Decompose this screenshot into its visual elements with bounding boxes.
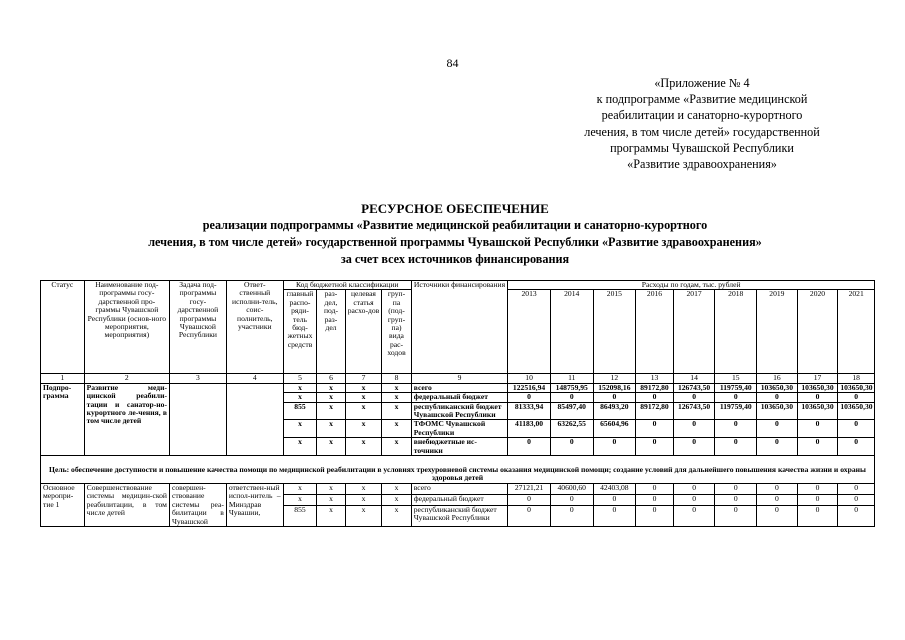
code-cell: x bbox=[283, 393, 317, 402]
code-cell: x bbox=[283, 383, 317, 392]
value-cell: 0 bbox=[593, 438, 636, 456]
code-cell: x bbox=[345, 393, 382, 402]
header-budget-code: Код бюджетной классификации bbox=[283, 281, 411, 290]
value-cell: 0 bbox=[673, 483, 715, 494]
header-task: Задача под-программы госу-дарственной программы Чувашской Республики bbox=[169, 281, 226, 374]
value-cell: 103650,30 bbox=[797, 383, 838, 392]
value-cell: 0 bbox=[550, 494, 593, 505]
code-cell: x bbox=[382, 393, 412, 402]
table-row bbox=[41, 383, 875, 392]
code-cell: x bbox=[345, 383, 382, 392]
column-number: 12 bbox=[593, 374, 636, 383]
value-cell: 0 bbox=[636, 505, 674, 526]
appendix-line: реабилитации и санаторно-курортного bbox=[601, 108, 803, 123]
appendix-line: лечения, в том числе детей» государственной bbox=[584, 124, 820, 139]
value-cell: 0 bbox=[550, 505, 593, 526]
column-number: 13 bbox=[636, 374, 674, 383]
value-cell: 42403,08 bbox=[593, 483, 636, 494]
value-cell: 119759,40 bbox=[715, 383, 757, 392]
column-number: 18 bbox=[838, 374, 875, 383]
code-cell: x bbox=[382, 383, 412, 392]
code-cell: x bbox=[382, 402, 412, 420]
value-cell: 0 bbox=[593, 393, 636, 402]
goal-text: Цель: обеспечение доступности и повышение качества помощи по медицинской реабилитации в условиях трехуровневой системы оказания медицинской помощи; создание условий для дальнейшего повышения качества жизни и охраны здоровья детей bbox=[41, 456, 875, 484]
value-cell: 0 bbox=[757, 438, 798, 456]
header-year: 2021 bbox=[838, 290, 875, 374]
code-cell: 855 bbox=[283, 505, 317, 526]
value-cell: 0 bbox=[550, 393, 593, 402]
column-number: 6 bbox=[317, 374, 345, 383]
code-cell: x bbox=[317, 402, 345, 420]
header-year: 2017 bbox=[673, 290, 715, 374]
column-number: 3 bbox=[169, 374, 226, 383]
value-cell: 81333,94 bbox=[508, 402, 551, 420]
value-cell: 0 bbox=[508, 505, 551, 526]
value-cell: 0 bbox=[673, 420, 715, 438]
code-cell: x bbox=[283, 438, 317, 456]
value-cell: 0 bbox=[715, 420, 757, 438]
value-cell: 126743,50 bbox=[673, 402, 715, 420]
header-expenses: Расходы по годам, тыс. рублей bbox=[508, 281, 875, 290]
value-cell: 0 bbox=[715, 505, 757, 526]
value-cell: 0 bbox=[673, 438, 715, 456]
value-cell: 27121,21 bbox=[508, 483, 551, 494]
value-cell: 0 bbox=[757, 420, 798, 438]
column-number: 9 bbox=[411, 374, 507, 383]
header-code-section: раз-дел, под-раз-дел bbox=[317, 290, 345, 374]
source-cell: всего bbox=[411, 483, 507, 494]
source-cell: республиканский бюджет Чувашской Республики bbox=[411, 505, 507, 526]
measure-name: Совершенствование системы медицин-ской реабилитации, в том числе детей bbox=[84, 483, 169, 526]
code-cell: x bbox=[345, 494, 382, 505]
appendix-note bbox=[552, 75, 852, 172]
code-cell: x bbox=[283, 483, 317, 494]
source-cell: федеральный бюджет bbox=[411, 494, 507, 505]
code-cell: x bbox=[382, 505, 412, 526]
value-cell: 89172,80 bbox=[636, 402, 674, 420]
value-cell: 103650,30 bbox=[797, 402, 838, 420]
code-cell: x bbox=[345, 402, 382, 420]
subprogram-responsible bbox=[226, 383, 283, 455]
subprogram-name: Развитие меди-цинской реабили-тации и санатор-но-курортного ле-чения, в том числе детей bbox=[84, 383, 169, 455]
source-cell: всего bbox=[411, 383, 507, 392]
value-cell: 0 bbox=[838, 393, 875, 402]
value-cell: 0 bbox=[838, 438, 875, 456]
code-cell: x bbox=[317, 494, 345, 505]
code-cell: x bbox=[317, 483, 345, 494]
value-cell: 0 bbox=[636, 420, 674, 438]
code-cell: x bbox=[345, 420, 382, 438]
value-cell: 0 bbox=[715, 494, 757, 505]
column-number: 8 bbox=[382, 374, 412, 383]
value-cell: 103650,30 bbox=[838, 383, 875, 392]
value-cell: 103650,30 bbox=[838, 402, 875, 420]
value-cell: 0 bbox=[636, 494, 674, 505]
code-cell: x bbox=[283, 420, 317, 438]
code-cell: x bbox=[345, 505, 382, 526]
source-cell: федеральный бюджет bbox=[411, 393, 507, 402]
measure-responsible: ответствен-ный испол-нитель – Минздрав Чувашии, bbox=[226, 483, 283, 526]
column-number: 4 bbox=[226, 374, 283, 383]
column-number: 5 bbox=[283, 374, 317, 383]
value-cell: 0 bbox=[838, 420, 875, 438]
value-cell: 0 bbox=[797, 420, 838, 438]
value-cell: 85497,40 bbox=[550, 402, 593, 420]
source-cell: внебюджетные ис-точники bbox=[411, 438, 507, 456]
header-code-manager: главный распо-ряди-тель бюд-жетных средств bbox=[283, 290, 317, 374]
code-cell: x bbox=[317, 438, 345, 456]
value-cell: 0 bbox=[715, 438, 757, 456]
subprogram-status: Подпро-грамма bbox=[41, 383, 85, 455]
code-cell: x bbox=[345, 483, 382, 494]
code-cell: x bbox=[317, 383, 345, 392]
value-cell: 126743,50 bbox=[673, 383, 715, 392]
value-cell: 0 bbox=[715, 483, 757, 494]
value-cell: 0 bbox=[715, 393, 757, 402]
header-year: 2015 bbox=[593, 290, 636, 374]
value-cell: 63262,55 bbox=[550, 420, 593, 438]
page-number: 84 bbox=[446, 56, 459, 70]
value-cell: 0 bbox=[838, 494, 875, 505]
column-number: 2 bbox=[84, 374, 169, 383]
document-heading bbox=[60, 200, 850, 268]
value-cell: 0 bbox=[636, 393, 674, 402]
value-cell: 0 bbox=[508, 494, 551, 505]
header-year: 2014 bbox=[550, 290, 593, 374]
header-year: 2013 bbox=[508, 290, 551, 374]
code-cell: 855 bbox=[283, 402, 317, 420]
header-code-group: груп-па (под-груп-па) вида рас-ходов bbox=[382, 290, 412, 374]
goal-row bbox=[41, 456, 875, 484]
header-year: 2018 bbox=[715, 290, 757, 374]
value-cell: 152098,16 bbox=[593, 383, 636, 392]
value-cell: 122516,94 bbox=[508, 383, 551, 392]
header-year: 2016 bbox=[636, 290, 674, 374]
measure-status: Основное меропри-тие 1 bbox=[41, 483, 85, 526]
appendix-line: «Развитие здравоохранения» bbox=[627, 157, 777, 172]
resource-table bbox=[40, 280, 875, 527]
value-cell: 0 bbox=[838, 483, 875, 494]
value-cell: 119759,40 bbox=[715, 402, 757, 420]
value-cell: 0 bbox=[797, 494, 838, 505]
value-cell: 0 bbox=[636, 483, 674, 494]
appendix-line: к подпрограмме «Развитие медицинской bbox=[596, 92, 808, 107]
value-cell: 0 bbox=[797, 505, 838, 526]
value-cell: 148759,95 bbox=[550, 383, 593, 392]
source-cell: ТФОМС Чувашской Республики bbox=[411, 420, 507, 438]
value-cell: 0 bbox=[508, 438, 551, 456]
column-number: 15 bbox=[715, 374, 757, 383]
value-cell: 0 bbox=[508, 393, 551, 402]
code-cell: x bbox=[345, 438, 382, 456]
value-cell: 0 bbox=[636, 438, 674, 456]
column-number: 10 bbox=[508, 374, 551, 383]
column-number: 1 bbox=[41, 374, 85, 383]
code-cell: x bbox=[382, 420, 412, 438]
value-cell: 0 bbox=[757, 494, 798, 505]
value-cell: 0 bbox=[757, 393, 798, 402]
value-cell: 103650,30 bbox=[757, 383, 798, 392]
heading-title: РЕСУРСНОЕ ОБЕСПЕЧЕНИЕ bbox=[361, 201, 549, 216]
column-number: 11 bbox=[550, 374, 593, 383]
value-cell: 0 bbox=[757, 483, 798, 494]
value-cell: 0 bbox=[593, 494, 636, 505]
value-cell: 40600,60 bbox=[550, 483, 593, 494]
code-cell: x bbox=[317, 505, 345, 526]
value-cell: 0 bbox=[838, 505, 875, 526]
value-cell: 0 bbox=[550, 438, 593, 456]
value-cell: 41183,00 bbox=[508, 420, 551, 438]
value-cell: 0 bbox=[797, 393, 838, 402]
value-cell: 89172,80 bbox=[636, 383, 674, 392]
header-year: 2019 bbox=[757, 290, 798, 374]
header-row bbox=[41, 281, 875, 290]
header-code-article: целевая статья расхо-дов bbox=[345, 290, 382, 374]
subprogram-task bbox=[169, 383, 226, 455]
value-cell: 86493,20 bbox=[593, 402, 636, 420]
column-number: 7 bbox=[345, 374, 382, 383]
header-responsible: Ответ-ственный исполни-тель, соис-полнитель, участники bbox=[226, 281, 283, 374]
heading-line: реализации подпрограммы «Развитие медицинской реабилитации и санаторно-курортного bbox=[202, 218, 708, 232]
heading-line: лечения, в том числе детей» государственной программы Чувашской Республики «Развитие здравоохранения» bbox=[148, 235, 762, 249]
value-cell: 0 bbox=[673, 505, 715, 526]
value-cell: 0 bbox=[757, 505, 798, 526]
table-row bbox=[41, 483, 875, 494]
header-name: Наименование под-программы госу-дарственной про-граммы Чувашской Республики (основ-ного мероприятия, мероприятия) bbox=[84, 281, 169, 374]
value-cell: 0 bbox=[593, 505, 636, 526]
column-number: 14 bbox=[673, 374, 715, 383]
value-cell: 0 bbox=[797, 483, 838, 494]
code-cell: x bbox=[283, 494, 317, 505]
header-status: Статус bbox=[41, 281, 85, 374]
value-cell: 103650,30 bbox=[757, 402, 798, 420]
code-cell: x bbox=[382, 494, 412, 505]
value-cell: 0 bbox=[797, 438, 838, 456]
code-cell: x bbox=[382, 483, 412, 494]
appendix-line: программы Чувашской Республики bbox=[610, 140, 794, 155]
appendix-line: «Приложение № 4 bbox=[654, 76, 750, 90]
value-cell: 65604,96 bbox=[593, 420, 636, 438]
header-year: 2020 bbox=[797, 290, 838, 374]
column-number-row bbox=[41, 374, 875, 383]
code-cell: x bbox=[317, 420, 345, 438]
heading-line: за счет всех источников финансирования bbox=[340, 252, 570, 266]
column-number: 17 bbox=[797, 374, 838, 383]
code-cell: x bbox=[382, 438, 412, 456]
measure-task: совершен-ствование системы реа-билитации в Чувашской bbox=[169, 483, 226, 526]
source-cell: республиканский бюджет Чувашской Республики bbox=[411, 402, 507, 420]
header-sources: Источники финансирования bbox=[411, 281, 507, 374]
code-cell: x bbox=[317, 393, 345, 402]
column-number: 16 bbox=[757, 374, 798, 383]
value-cell: 0 bbox=[673, 494, 715, 505]
value-cell: 0 bbox=[673, 393, 715, 402]
